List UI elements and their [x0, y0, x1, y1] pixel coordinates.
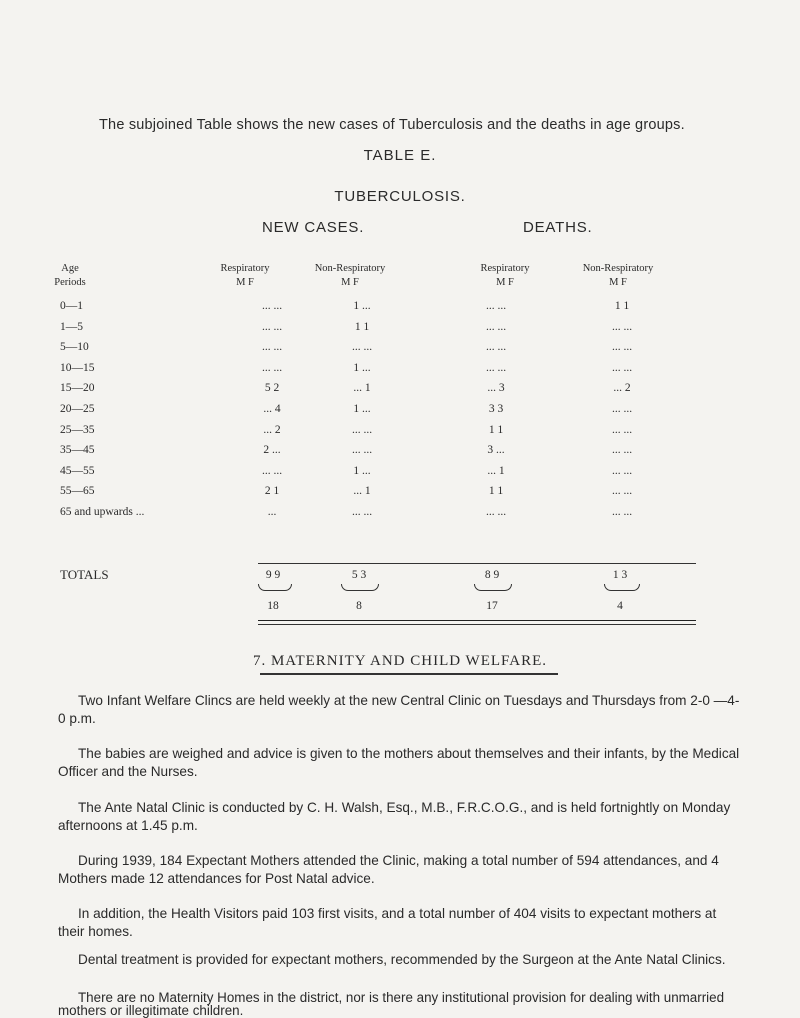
col-header-death-resp: [450, 262, 560, 290]
totals-label: TOTALS: [60, 567, 109, 582]
table-title: TABLE E.: [363, 147, 437, 164]
totals-new-nonresp: 5 3: [351, 569, 367, 581]
cell-new-resp: 5 2: [264, 382, 280, 395]
cell-new-resp: ... ...: [261, 300, 283, 312]
cell-new-nonresp: 1 ...: [353, 403, 371, 415]
col-header-death-resp-line2: M F: [496, 277, 514, 288]
new-cases-heading: NEW CASES.: [262, 219, 365, 236]
col-header-new-nonresp-line1: Non-Respiratory: [314, 263, 386, 274]
col-header-death-nonresp-line2: M F: [609, 277, 627, 288]
age-period-cell: 10—15: [60, 361, 95, 374]
cell-new-nonresp: ... ...: [351, 444, 373, 457]
cell-new-nonresp: 1 ...: [353, 361, 371, 374]
totals-top-rule: [258, 563, 696, 564]
col-header-new-resp-line2: M F: [236, 277, 254, 288]
cell-death-nonresp: 1 1: [614, 300, 630, 312]
cell-new-resp: ... ...: [261, 464, 283, 477]
col-header-age-line2: Periods: [54, 277, 86, 288]
col-header-new-resp-line1: Respiratory: [220, 263, 270, 274]
cell-death-nonresp: ... ...: [611, 444, 633, 457]
deaths-heading: DEATHS.: [523, 219, 593, 236]
col-header-age: [40, 262, 100, 290]
cell-new-nonresp: ... ...: [351, 423, 373, 436]
cell-new-nonresp: 1 ...: [353, 300, 371, 312]
table-subtitle: TUBERCULOSIS.: [334, 188, 466, 205]
col-header-death-nonresp: [558, 262, 678, 290]
paragraph-3: The Ante Natal Clinic is conducted by C. H. Walsh, Esq., M.B., F.R.C.O.G., and is held fortnightly on Monday afternoons at 1.45 p.m.: [58, 800, 731, 833]
age-period-cell: 5—10: [60, 341, 89, 354]
grand-total-new-nonresp: 8: [356, 600, 362, 612]
cell-death-nonresp: ... ...: [611, 423, 633, 436]
cell-new-resp: ... ...: [261, 361, 283, 374]
cell-new-resp: 2 1: [264, 485, 280, 498]
cell-new-resp: ... ...: [261, 320, 283, 333]
age-period-cell: 15—20: [60, 382, 95, 395]
cell-new-nonresp: ... ...: [351, 506, 373, 518]
col-header-death-resp-line1: Respiratory: [480, 263, 530, 274]
col-header-new-resp: [190, 262, 300, 290]
paragraph-4: During 1939, 184 Expectant Mothers attended the Clinic, making a total number of 594 attendances, and 4 Mothers made 12 attendances for Post Natal advice.: [58, 853, 719, 886]
table-bottom-rule-1: [258, 620, 696, 621]
age-period-cell: 65 and upwards ...: [60, 506, 145, 518]
totals-death-resp: 8 9: [484, 569, 500, 581]
brace-new-resp: [258, 584, 292, 591]
brace-new-nonresp: [341, 584, 379, 591]
cell-death-nonresp: ... ...: [611, 464, 633, 477]
paragraph-6: Dental treatment is provided for expectant mothers, recommended by the Surgeon at the Ante Natal Clinics.: [78, 952, 726, 967]
paragraph-2: The babies are weighed and advice is given to the mothers about themselves and their infants, by the Medical Officer and the Nurses.: [58, 746, 740, 779]
col-header-death-nonresp-line1: Non-Respiratory: [582, 263, 654, 274]
grand-total-death-nonresp: 4: [617, 600, 623, 612]
cell-death-resp: ... ...: [485, 320, 507, 333]
cell-death-resp: ... 1: [487, 464, 505, 477]
cell-death-resp: 1 1: [488, 485, 504, 498]
grand-total-new-resp: 18: [267, 600, 279, 612]
brace-death-nonresp: [604, 584, 640, 591]
cell-death-nonresp: ... 2: [613, 382, 631, 395]
age-period-cell: 20—25: [60, 403, 95, 415]
cell-new-resp: ...: [267, 506, 277, 518]
age-period-cell: 35—45: [60, 444, 95, 457]
age-period-cell: 25—35: [60, 423, 95, 436]
cell-new-resp: 2 ...: [263, 444, 281, 457]
col-header-age-line1: Age: [61, 263, 79, 274]
cell-death-resp: ... ...: [485, 506, 507, 518]
cell-death-resp: 1 1: [488, 423, 504, 436]
cell-new-resp: ... ...: [261, 341, 283, 354]
cell-death-resp: ... ...: [485, 300, 507, 312]
age-period-cell: 1—5: [60, 320, 83, 333]
intro-text: The subjoined Table shows the new cases of Tuberculosis and the deaths in age groups.: [99, 117, 685, 133]
grand-total-death-resp: 17: [486, 600, 498, 612]
cell-death-nonresp: ... ...: [611, 403, 633, 415]
col-header-new-nonresp-line2: M F: [341, 277, 359, 288]
cell-death-resp: ... 3: [487, 382, 505, 395]
cell-new-nonresp: 1 ...: [353, 464, 371, 477]
brace-death-resp: [474, 584, 512, 591]
cell-death-nonresp: ... ...: [611, 361, 633, 374]
cell-new-nonresp: ... ...: [351, 341, 373, 354]
cell-new-nonresp: ... 1: [353, 485, 371, 498]
paragraph-1: Two Infant Welfare Clincs are held weekly at the new Central Clinic on Tuesdays and Thursdays from 2-0 —4-0 p.m.: [58, 693, 740, 726]
table-bottom-rule-2: [258, 624, 696, 625]
age-period-cell: 45—55: [60, 464, 95, 477]
cell-new-resp: ... 2: [263, 423, 281, 436]
cell-new-nonresp: ... 1: [353, 382, 371, 395]
col-header-new-nonresp: [295, 262, 405, 290]
paragraph-7: There are no Maternity Homes in the district, nor is there any institutional provision for dealing with unmarried mothers or illegitimate children.: [58, 990, 725, 1018]
section-heading: 7. MATERNITY AND CHILD WELFARE.: [252, 653, 548, 669]
totals-new-resp: 9 9: [265, 569, 281, 581]
age-period-cell: 0—1: [60, 300, 83, 312]
cell-new-resp: ... 4: [263, 403, 281, 415]
cell-new-nonresp: 1 1: [354, 320, 370, 333]
cell-death-resp: 3 ...: [487, 444, 505, 457]
cell-death-resp: ... ...: [485, 361, 507, 374]
cell-death-nonresp: ... ...: [611, 320, 633, 333]
cell-death-resp: ... ...: [485, 341, 507, 354]
section-heading-underline: [260, 673, 558, 675]
cell-death-resp: 3 3: [488, 403, 504, 415]
cell-death-nonresp: ... ...: [611, 506, 633, 518]
age-period-cell: 55—65: [60, 485, 95, 498]
totals-death-nonresp: 1 3: [612, 569, 628, 581]
cell-death-nonresp: ... ...: [611, 341, 633, 354]
cell-death-nonresp: ... ...: [611, 485, 633, 498]
paragraph-5: In addition, the Health Visitors paid 103 first visits, and a total number of 404 visits to expectant mothers at their homes.: [58, 906, 717, 939]
